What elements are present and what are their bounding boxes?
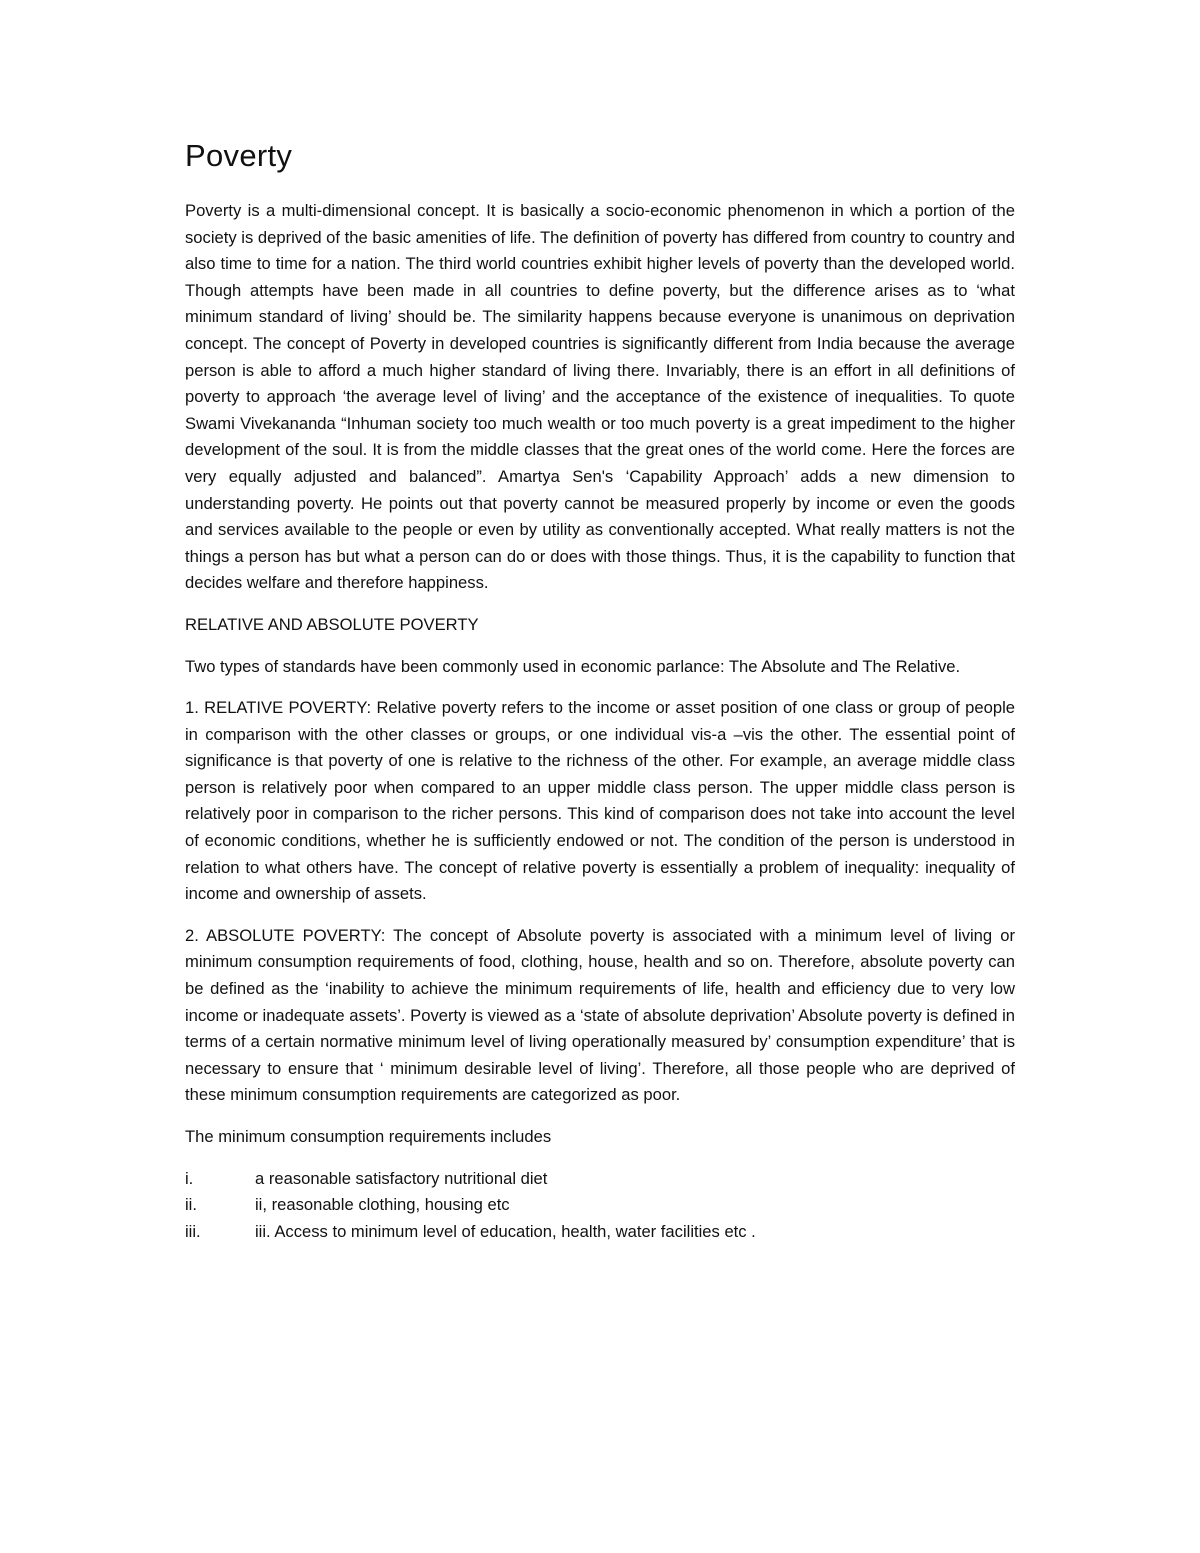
list-intro: The minimum consumption requirements includes	[185, 1127, 552, 1146]
requirements-list	[185, 1166, 1015, 1246]
relative-poverty-paragraph: 1. RELATIVE POVERTY: Relative poverty refers to the income or asset position of one class or group of people in comparison with the other classes or groups, or one individual vis-a –vis the other. The essential point of significance is that poverty of one is relative to the richness of the other. For example, an average middle class person is relatively poor when compared to an upper middle class person. The upper middle class person is relatively poor in comparison to the richer persons. This kind of comparison does not take into account the level of economic conditions, whether he is sufficiently endowed or not. The condition of the person is understood in relation to what others have. The concept of relative poverty is essentially a problem of inequality: inequality of income and ownership of assets.	[185, 698, 1015, 904]
list-marker: iii.	[185, 1221, 201, 1241]
intro-paragraph: Poverty is a multi-dimensional concept. It is basically a socio-economic phenomenon in which a portion of the society is deprived of the basic amenities of life. The definition of poverty has differed from country to country and also time to time for a nation. The third world countries exhibit higher levels of poverty than the developed world. Though attempts have been made in all countries to define poverty, but the difference arises as to ‘what minimum standard of living’ should be. The similarity happens because everyone is unanimous on deprivation concept. The concept of Poverty in developed countries is significantly different from India because the average person is able to afford a much higher standard of living there. Invariably, there is an effort in all definitions of poverty to approach ‘the average level of living’ and the acceptance of the existence of inequalities. To quote Swami Vivekananda “Inhuman society too much wealth or too much poverty is a great impediment to the higher development of the soul. It is from the middle classes that the great ones of the world come. Here the forces are very equally adjusted and balanced”. Amartya Sen's ‘Capability Approach’ adds a new dimension to understanding poverty. He points out that poverty cannot be measured properly by income or even the goods and services available to the people or even by utility as conventionally accepted. What really matters is not the things a person has but what a person can do or does with those things. Thus, it is the capability to function that decides welfare and therefore happiness.	[185, 201, 1015, 593]
document-title: Poverty	[185, 138, 293, 173]
list-marker: ii.	[185, 1195, 197, 1215]
list-marker: i.	[185, 1168, 194, 1188]
list-item	[185, 1192, 1015, 1219]
list-item	[185, 1219, 1015, 1246]
section-heading: RELATIVE AND ABSOLUTE POVERTY	[185, 614, 479, 634]
list-item-text: ii, reasonable clothing, housing etc	[255, 1195, 510, 1215]
absolute-poverty-paragraph: 2. ABSOLUTE POVERTY: The concept of Absolute poverty is associated with a minimum level of living or minimum consumption requirements of food, clothing, house, health and so on. Therefore, absolute poverty can be defined as the ‘inability to achieve the minimum requirements of life, health and efficiency due to very low income or inadequate assets’. Poverty is viewed as a ‘state of absolute deprivation’ Absolute poverty is defined in terms of a certain normative minimum level of living operationally measured by’ consumption expenditure’ that is necessary to ensure that ‘ minimum desirable level of living’. Therefore, all those people who are deprived of these minimum consumption requirements are categorized as poor.	[185, 925, 1015, 1105]
list-item-text: iii. Access to minimum level of education, health, water facilities etc .	[255, 1221, 756, 1241]
list-item	[185, 1166, 1015, 1193]
types-intro-paragraph: Two types of standards have been commonly used in economic parlance: The Absolute and The Relative.	[185, 656, 961, 676]
list-item-text: a reasonable satisfactory nutritional diet	[255, 1168, 548, 1188]
document-page	[185, 138, 1015, 1245]
